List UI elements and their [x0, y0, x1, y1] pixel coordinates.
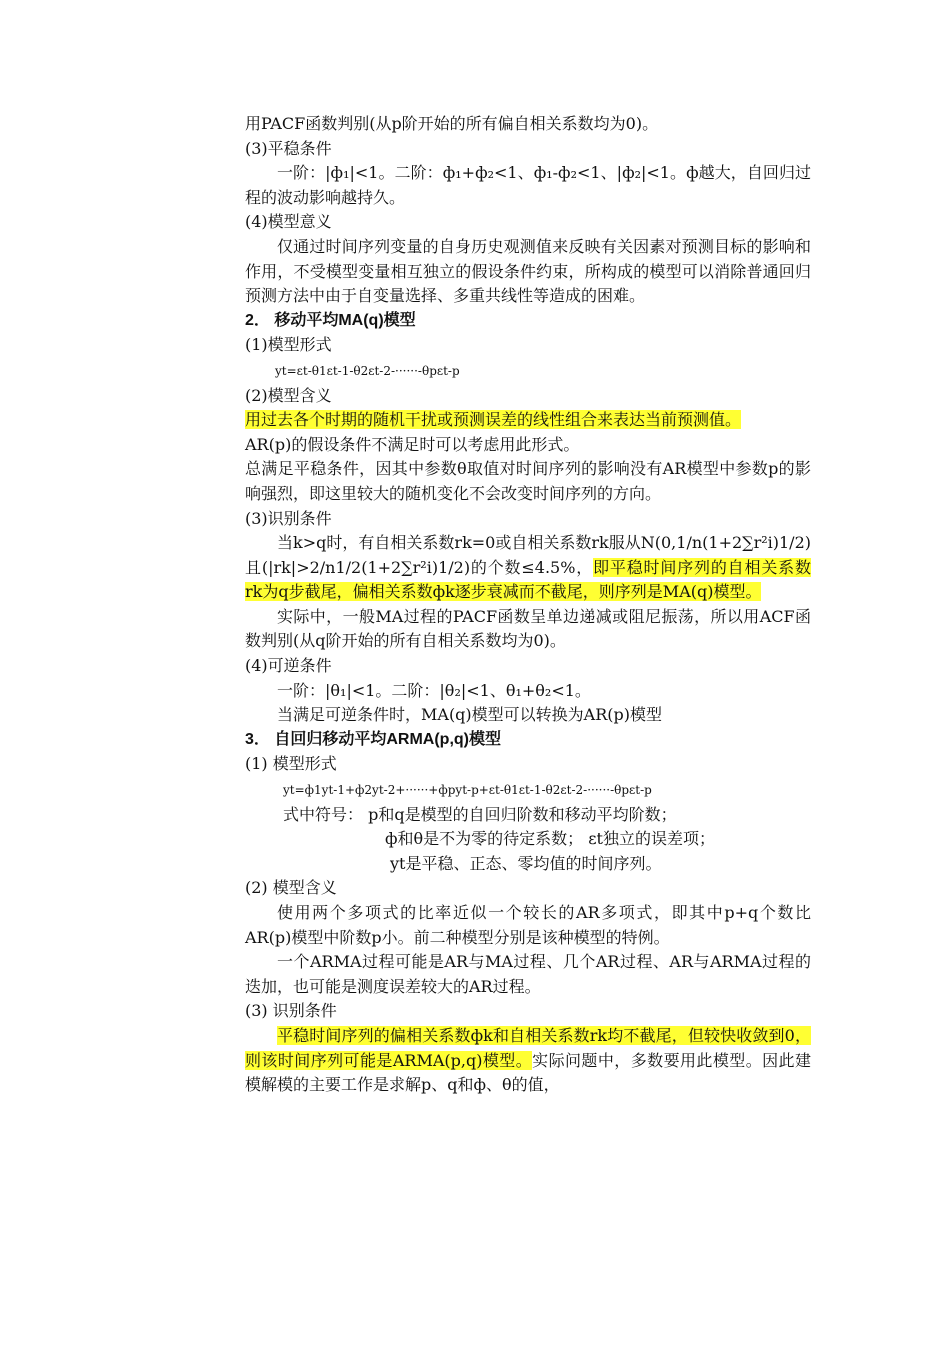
- paragraph-text: 实际问题中，多数要用此模型。因此建模解模的主要工作是求解p、q和ф、θ的值，: [245, 1050, 811, 1095]
- formula: [245, 358, 811, 384]
- formula: [245, 777, 811, 803]
- paragraph: 一阶：|ф₁|<1。二阶：ф₁+ф₂<1、ф₁-ф₂<1、|ф₂|<1。ф越大，自回归过程的波动影响越持久。: [245, 163, 811, 207]
- formula-text: yt=εt-θ1εt-1-θ2εt-2-······-θpεt-p: [275, 363, 460, 378]
- paragraph: [245, 408, 811, 433]
- section-heading: 3． 自回归移动平均ARMA(p,q)模型: [245, 730, 501, 748]
- paragraph: 仅通过时间序列变量的自身历史观测值来反映有关因素对预测目标的影响和作用，不受模型变量相互独立的假设条件约束，所构成的模型可以消除普通回归预测方法中由于自变量选择、多重共线性等造成的困难。: [245, 236, 811, 306]
- highlighted-text: 平稳时间序列的偏相关系数фk和自相关系数rk均不截尾，但较快收敛到0，则该时间序列可能是ARMA(p,q)模型。: [245, 1025, 811, 1070]
- paragraph-text: 当k>q时，有自相关系数rk=0或自相关系数rk服从N(0,1/n(1+2∑r²i)1/2)且(|rk|>2/n1/2(1+2∑r²i)1/2)的个数≤4.5%，: [245, 533, 811, 577]
- subheading: (1) 模型形式: [245, 754, 337, 774]
- paragraph: [245, 531, 811, 605]
- highlighted-text: 即平稳时间序列的自相关系数rk为q步截尾，偏相关系数фk逐步衰减而不截尾，则序列是MA(q)模型。: [245, 557, 811, 602]
- paragraph: AR(p)的假设条件不满足时可以考虑用此形式。: [245, 434, 580, 454]
- formula-text: yt=ф1yt-1+ф2yt-2+······+фpyt-p+εt-θ1εt-1-θ2εt-2-······-θpεt-p: [283, 783, 652, 798]
- paragraph: [245, 1024, 811, 1098]
- subheading: (2) 模型含义: [245, 878, 337, 898]
- paragraph: 当满足可逆条件时，MA(q)模型可以转换为AR(p)模型: [277, 705, 662, 725]
- subheading: (4)模型意义: [245, 212, 332, 232]
- subheading: (1)模型形式: [245, 335, 332, 355]
- subheading: (4)可逆条件: [245, 656, 332, 676]
- subheading: (3)平稳条件: [245, 138, 332, 158]
- paragraph: 一阶：|θ₁|<1。二阶：|θ₂|<1、θ₁+θ₂<1。: [277, 680, 591, 700]
- highlighted-text: 用过去各个时期的随机干扰或预测误差的线性组合来表达当前预测值。: [245, 410, 742, 430]
- paragraph: 总满足平稳条件，因其中参数θ取值对时间序列的影响没有AR模型中参数p的影响强烈，即这里较大的随机变化不会改变时间序列的方向。: [245, 459, 811, 503]
- paragraph: 使用两个多项式的比率近似一个较长的AR多项式，即其中p+q个数比AR(p)模型中阶数p小。前二种模型分别是该种模型的特例。: [245, 903, 811, 947]
- section-heading: 2． 移动平均MA(q)模型: [245, 311, 416, 329]
- document-body: [245, 112, 811, 1098]
- paragraph: 实际中，一般MA过程的PACF函数呈单边递减或阻尼振荡，所以用ACF函数判别(从q阶开始的所有自相关系数均为0)。: [245, 606, 811, 651]
- paragraph: 用PACF函数判别(从p阶开始的所有偏自相关系数均为0)。: [245, 114, 659, 133]
- symbol-note: 式中符号： p和q是模型的自回归阶数和移动平均阶数；: [283, 804, 677, 824]
- subheading: (3) 识别条件: [245, 1001, 337, 1021]
- subheading: (3)识别条件: [245, 508, 332, 528]
- symbol-note: ф和θ是不为零的待定系数； εt独立的误差项；: [385, 829, 715, 849]
- paragraph: 一个ARMA过程可能是AR与MA过程、几个AR过程、AR与ARMA过程的迭加，也可能是测度误差较大的AR过程。: [245, 952, 811, 996]
- symbol-note: yt是平稳、正态、零均值的时间序列。: [390, 853, 662, 873]
- subheading: (2)模型含义: [245, 385, 332, 405]
